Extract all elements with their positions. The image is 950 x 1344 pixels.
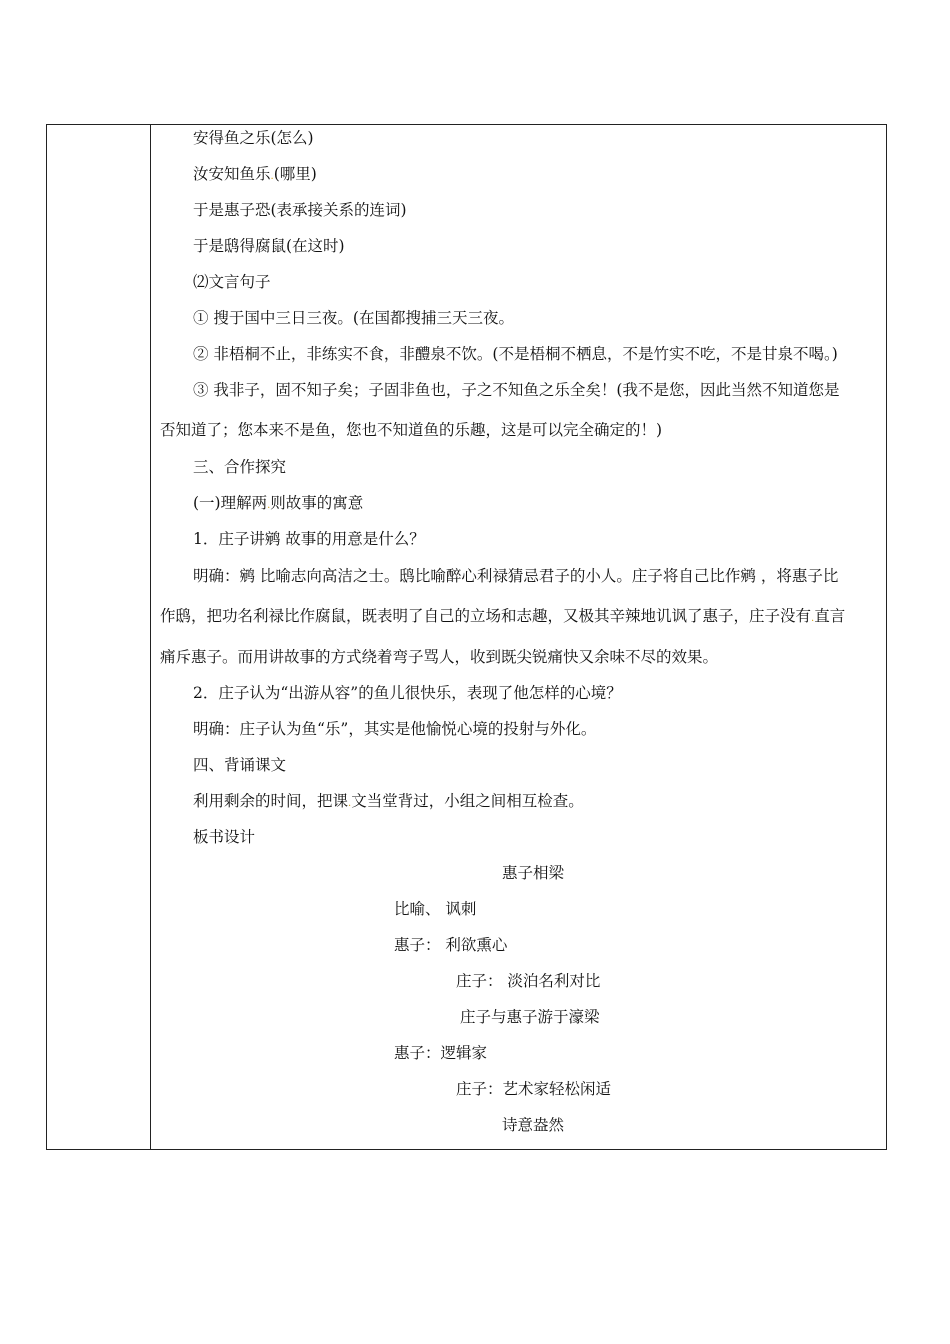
- board-line: 庄子与惠子游于濠梁: [460, 1008, 600, 1026]
- text-line: 明确：鹓 比喻志向高洁之士。鸱比喻醉心利禄猜忌君子的小人。庄子将自己比作鹓 ，将惠子比: [193, 567, 839, 585]
- text-line: 安得鱼之乐(怎么): [193, 129, 314, 147]
- text-line: 于是鸱得腐鼠(在这时): [193, 237, 345, 255]
- text-line: 于是惠子恐(表承接关系的连词): [193, 201, 407, 219]
- text-line: 痛斥惠子。而用讲故事的方式绕着弯子骂人，收到既尖锐痛快又余味不尽的效果。: [160, 648, 719, 666]
- text-line: ② 非梧桐不止，非练实不食，非醴泉不饮。(不是梧桐不栖息，不是竹实不吃，不是甘泉不喝。): [193, 345, 838, 363]
- mark-dot: .: [811, 613, 815, 624]
- text-line: ⑵文言句子: [193, 273, 271, 291]
- board-line: 惠子： 利欲熏心: [394, 936, 508, 954]
- text-line: 否知道了；您本来不是鱼，您也不知道鱼的乐趣，这是可以完全确定的！): [160, 421, 663, 439]
- text-line: 板书设计: [193, 828, 256, 846]
- board-line: 庄子：艺术家轻松闲适: [456, 1080, 612, 1098]
- board-line: 诗意盎然: [502, 1116, 565, 1134]
- mark-dot: .: [267, 500, 271, 511]
- text-line: 利用剩余的时间，把课.文当堂背过，小组之间相互检查。: [193, 792, 584, 810]
- text-line: 2．庄子认为“出游从容”的鱼儿很快乐，表现了他怎样的心境？: [193, 684, 622, 702]
- board-line: 比喻、 讽刺: [394, 900, 477, 918]
- board-line: 惠子：逻辑家: [394, 1044, 488, 1062]
- board-line: 庄子： 淡泊名利对比: [456, 972, 601, 990]
- mark-dot: .: [348, 798, 352, 809]
- board-title: 惠子相梁: [502, 864, 565, 882]
- text-line: ① 搜于国中三日三夜。(在国都搜捕三天三夜。: [193, 309, 514, 327]
- content-table: [46, 124, 887, 1150]
- text-line: ③ 我非子，固不知子矣；子固非鱼也，子之不知鱼之乐全矣！(我不是您，因此当然不知道您是: [193, 381, 840, 399]
- text-line: (一)理解两.则故事的寓意: [193, 494, 364, 512]
- section-heading: 三、合作探究: [193, 458, 287, 476]
- left-column: [47, 125, 151, 1149]
- text-line: 汝安知鱼乐.(哪里): [193, 165, 317, 183]
- text-line: 作鸱，把功名利禄比作腐鼠，既表明了自己的立场和志趣，又极其辛辣地讥讽了惠子，庄子没有.直言: [160, 607, 846, 625]
- section-heading: 四、背诵课文: [193, 756, 287, 774]
- mark-dot: .: [270, 171, 274, 182]
- text-line: 明确：庄子认为鱼“乐”，其实是他愉悦心境的投射与外化。: [193, 720, 597, 738]
- text-line: 1．庄子讲鹓 故事的用意是什么？: [193, 530, 425, 548]
